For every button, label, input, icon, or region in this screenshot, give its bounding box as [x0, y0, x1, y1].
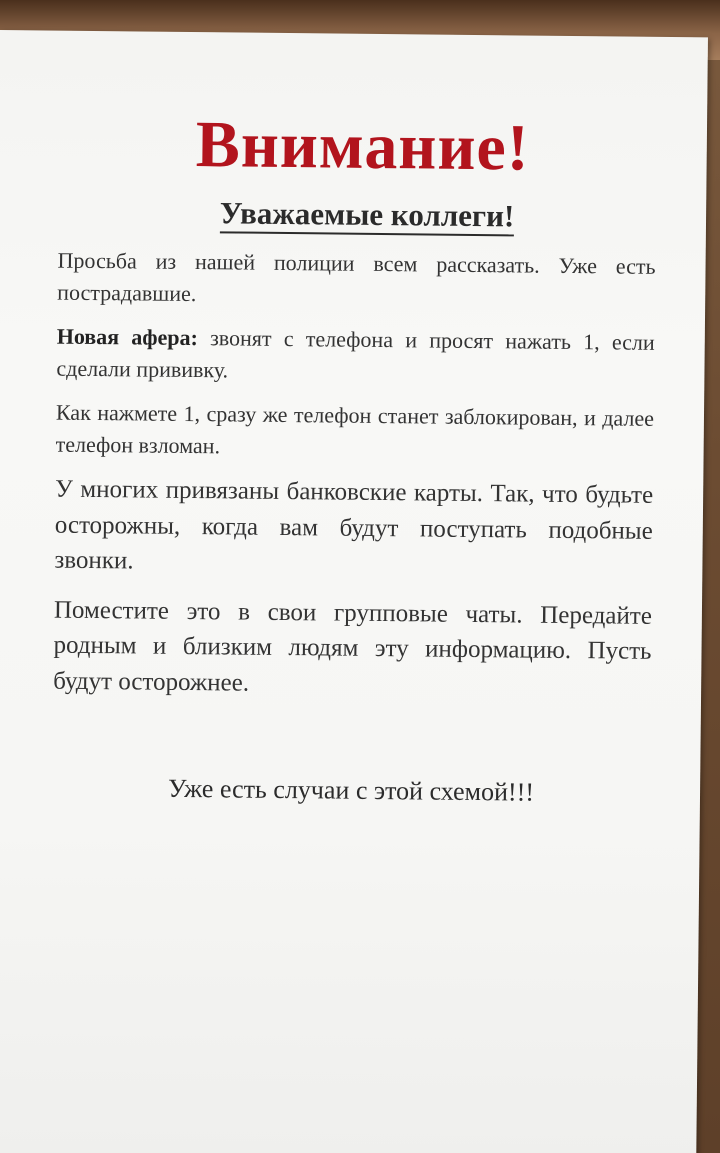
paragraph-share-info: Поместите это в свои групповые чаты. Передайте родным и близким людям эту информацию. Пусть будут осторожнее. [53, 596, 653, 697]
paragraph-bank-cards: У многих привязаны банковские карты. Так, что будьте осторожны, когда вам будут поступать подобные звонки. [54, 476, 654, 575]
notice-title: Внимание! [195, 108, 531, 185]
notice-subtitle-text: Уважаемые коллеги! [220, 195, 515, 236]
new-scam-lead: Новая афера: [56, 323, 199, 350]
paragraph-new-scam [56, 320, 655, 390]
notice-final-warning: Уже есть случаи с этой схемой!!! [167, 774, 535, 808]
paragraph-police-request: Просьба из нашей полиции всем рассказать. Уже есть пострадавшие. [57, 247, 656, 307]
paper-sheet [0, 30, 708, 1153]
new-scam-text: звонят с телефона и просят нажать 1, если сделали прививку. [56, 324, 655, 383]
notice-content [52, 108, 657, 810]
paragraph-phone-blocked: Как нажмете 1, сразу же телефон станет заблокирован, и далее телефон взломан. [55, 399, 655, 458]
notice-subtitle [78, 195, 656, 235]
